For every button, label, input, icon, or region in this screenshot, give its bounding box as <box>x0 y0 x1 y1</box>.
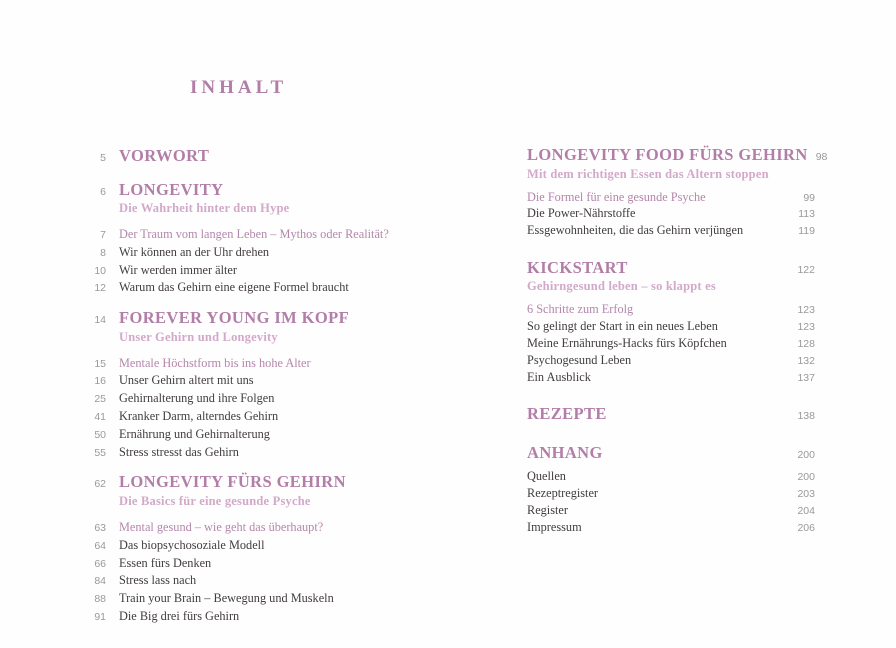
toc-entry <box>527 486 815 503</box>
entry-text: Essen fürs Denken <box>119 555 212 570</box>
section-page-number: 138 <box>797 410 815 423</box>
entry-page-number: 137 <box>797 371 815 384</box>
toc-entry <box>84 244 488 262</box>
toc-entry <box>527 336 815 353</box>
toc-entry <box>527 223 815 240</box>
entry-text: Mental gesund – wie geht das überhaupt? <box>119 519 324 534</box>
entry-page-number: 84 <box>94 575 106 588</box>
toc-entry <box>527 469 815 486</box>
toc-section-heading <box>84 181 488 217</box>
entry-text: Kranker Darm, alterndes Gehirn <box>119 409 279 424</box>
entry-text: Die Power-Nährstoffe <box>527 206 636 221</box>
entry-text: Wir können an der Uhr drehen <box>119 244 270 259</box>
toc-entry <box>84 555 488 573</box>
section-subtitle: Die Wahrheit hinter dem Hype <box>119 201 290 215</box>
entry-page-number: 66 <box>94 557 106 570</box>
entry-page-number: 200 <box>797 471 815 484</box>
toc-entry <box>84 390 488 408</box>
entry-page-number: 113 <box>798 208 815 221</box>
toc-entry <box>84 608 488 626</box>
entry-page-number: 10 <box>94 264 106 277</box>
section-heading-content <box>119 147 209 165</box>
entry-text: Rezeptregister <box>527 486 599 501</box>
toc-entry <box>527 353 815 370</box>
entry-text: Impressum <box>527 519 582 534</box>
entry-page-number: 203 <box>797 488 815 501</box>
entry-page-number: 99 <box>803 191 815 204</box>
page-title: INHALT <box>190 77 288 98</box>
toc-entry <box>527 520 815 537</box>
entry-page-number: 119 <box>798 225 815 238</box>
entry-page-number: 132 <box>797 354 815 367</box>
section-heading-content <box>527 146 808 182</box>
toc-left-column <box>84 147 488 638</box>
toc-entry-group <box>527 302 815 386</box>
entry-page-number: 64 <box>94 539 106 552</box>
toc-entry <box>84 279 488 297</box>
entry-text: Mentale Höchstform bis ins hohe Alter <box>119 355 311 370</box>
entry-text: Der Traum vom langen Leben – Mythos oder Realität? <box>119 227 389 241</box>
entry-text: Die Big drei fürs Gehirn <box>119 608 240 623</box>
section-page-number: 14 <box>94 314 106 327</box>
section-title: ANHANG <box>527 442 603 462</box>
toc-section-heading <box>527 444 815 462</box>
section-title: REZEPTE <box>527 404 607 424</box>
toc-entry <box>527 370 815 387</box>
entry-page-number: 123 <box>797 304 815 317</box>
toc-entry <box>527 206 815 223</box>
entry-text: Quellen <box>527 469 566 484</box>
toc-section-heading <box>527 405 815 423</box>
entry-page-number: 128 <box>797 337 815 350</box>
toc-entry <box>84 444 488 462</box>
section-heading-content <box>527 405 607 423</box>
toc-entry <box>84 372 488 390</box>
section-heading-content <box>119 473 346 509</box>
entry-page-number: 55 <box>94 446 106 459</box>
toc-entry <box>84 355 488 373</box>
entry-text: Warum das Gehirn eine eigene Formel braucht <box>119 280 349 295</box>
toc-entry <box>527 302 815 319</box>
entry-page-number: 50 <box>94 428 106 441</box>
section-subtitle: Unser Gehirn und Longevity <box>119 329 278 344</box>
entry-text: Train your Brain – Bewegung und Muskeln <box>119 591 334 606</box>
toc-section-heading <box>527 145 828 182</box>
entry-text: Ein Ausblick <box>527 369 591 384</box>
toc-entry-group <box>84 519 488 626</box>
toc-entry <box>84 408 488 426</box>
entry-text: Unser Gehirn altert mit uns <box>119 373 254 388</box>
entry-page-number: 123 <box>797 321 815 334</box>
entry-page-number: 15 <box>94 357 106 370</box>
entry-text: Das biopsychosoziale Modell <box>119 537 265 552</box>
section-title: KICKSTART <box>527 257 628 277</box>
entry-text: Register <box>527 502 568 517</box>
entry-page-number: 16 <box>94 375 106 388</box>
toc-entry <box>84 262 488 280</box>
toc-entry <box>527 319 815 336</box>
toc-entry <box>84 537 488 555</box>
entry-text: Gehirnalterung und ihre Folgen <box>119 391 275 406</box>
toc-entry <box>84 426 488 444</box>
entry-text: Ernährung und Gehirnalterung <box>119 426 270 441</box>
section-page-number: 98 <box>815 151 828 163</box>
section-page-number: 6 <box>100 185 106 198</box>
section-title: FOREVER YOUNG IM KOPF <box>119 308 350 328</box>
toc-entry <box>84 226 488 244</box>
toc-section-heading <box>84 309 488 345</box>
toc-entry <box>84 590 488 608</box>
entry-text: Essgewohnheiten, die das Gehirn verjüngen <box>527 223 744 238</box>
entry-text: So gelingt der Start in ein neues Leben <box>527 319 718 334</box>
section-title: VORWORT <box>119 146 210 165</box>
toc-section-heading <box>84 473 488 509</box>
entry-text: Die Formel für eine gesunde Psyche <box>527 189 706 204</box>
entry-page-number: 204 <box>797 504 815 517</box>
section-title: LONGEVITY FÜRS GEHIRN <box>119 472 346 492</box>
toc-section-heading <box>84 147 488 165</box>
entry-text: 6 Schritte zum Erfolg <box>527 302 634 317</box>
entry-page-number: 88 <box>94 593 106 606</box>
section-page-number: 122 <box>797 263 815 276</box>
section-title: LONGEVITY <box>119 179 224 199</box>
section-page-number: 5 <box>100 152 106 164</box>
entry-text: Stress lass nach <box>119 573 197 588</box>
entry-page-number: 25 <box>94 393 106 406</box>
toc-entry-group <box>527 469 815 536</box>
entry-text: Wir werden immer älter <box>119 262 237 277</box>
section-heading-content <box>527 444 603 462</box>
toc-entry <box>527 503 815 520</box>
entry-page-number: 7 <box>100 229 106 241</box>
entry-page-number: 41 <box>94 411 106 424</box>
toc-entry-group <box>84 226 488 297</box>
toc-right-column <box>527 145 828 556</box>
toc-section-heading <box>527 259 815 295</box>
toc-entry <box>84 519 488 537</box>
section-subtitle: Die Basics für eine gesunde Psyche <box>119 493 311 508</box>
section-page-number: 62 <box>94 478 106 491</box>
toc-entry <box>527 190 815 207</box>
entry-page-number: 63 <box>94 521 106 534</box>
entry-page-number: 12 <box>94 282 106 295</box>
toc-entry-group <box>527 190 815 240</box>
entry-page-number: 8 <box>100 246 106 259</box>
toc-entry-group <box>84 355 488 462</box>
entry-page-number: 206 <box>797 521 815 534</box>
section-page-number: 200 <box>797 448 815 461</box>
section-heading-content <box>119 181 289 217</box>
section-heading-content <box>527 259 716 295</box>
section-subtitle: Gehirngesund leben – so klappt es <box>527 279 716 294</box>
entry-page-number: 91 <box>94 610 106 623</box>
entry-text: Stress stresst das Gehirn <box>119 444 239 459</box>
section-title: LONGEVITY FOOD FÜRS GEHIRN <box>527 145 808 164</box>
entry-text: Psychogesund Leben <box>527 352 632 367</box>
entry-text: Meine Ernährungs-Hacks fürs Köpfchen <box>527 335 727 350</box>
section-subtitle: Mit dem richtigen Essen das Altern stoppen <box>527 166 769 181</box>
toc-entry <box>84 572 488 590</box>
section-heading-content <box>119 309 349 345</box>
